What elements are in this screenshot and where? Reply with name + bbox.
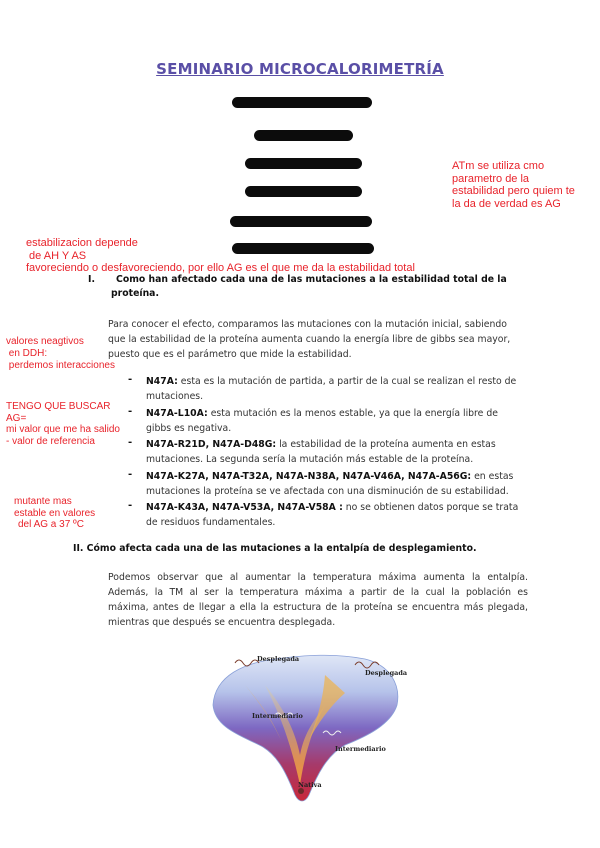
note-atm: ATm se utiliza cmo parametro de la estabilidad pero quiem te la da de verdad es AG xyxy=(452,160,575,210)
list-item: - N47A-K27A, N47A-T32A, N47A-N38A, N47A-V46A, N47A-A56G: en estas mutaciones la proteína se ve afectada con una disminución de su estabilidad. xyxy=(128,469,514,497)
list-dash: - xyxy=(128,500,133,511)
list-dash: - xyxy=(128,437,133,448)
page-title: SEMINARIO MICROCALORIMETRÍA xyxy=(156,60,444,78)
section-2-heading: II. Cómo afecta cada una de las mutaciones a la entalpía de desplegamiento. xyxy=(73,543,477,554)
label-intermediario-left: Intermediario xyxy=(252,712,303,720)
list-dash: - xyxy=(128,374,133,385)
redaction-mark xyxy=(254,130,353,141)
label-intermediario-right: Intermediario xyxy=(335,745,386,753)
note-estabilizacion: estabilizacion depende de AH Y AS favoreciendo o desfavoreciendo, por ello AG es el que me da la estabilidad total xyxy=(26,237,415,274)
list-item: - N47A-L10A: esta mutación es la menos estable, ya que la energía libre de gibbs es negativa. xyxy=(128,406,498,434)
redaction-mark xyxy=(230,216,372,227)
list-item: - N47A-R21D, N47A-D48G: la estabilidad de la proteína aumenta en estas mutaciones. La segunda sería la mutación más estable de la proteína. xyxy=(128,437,496,465)
section-1-intro: Para conocer el efecto, comparamos las mutaciones con la mutación inicial, sabiendo que la estabilidad de la proteína aumenta cuando la energía libre de gibbs sea mayor, puesto que es el parámetro que mide la estabilidad. xyxy=(108,319,511,360)
section-1-numeral: I. xyxy=(88,274,95,285)
list-item: - N47A: esta es la mutación de partida, a partir de la cual se realizan el resto de mutaciones. xyxy=(128,374,517,402)
redaction-mark xyxy=(232,97,372,108)
list-dash: - xyxy=(128,406,133,417)
list-dash: - xyxy=(128,469,133,480)
section-2-paragraph: Podemos observar que al aumentar la temperatura máxima aumenta la entalpía. Además, la TM al ser la temperatura máxima a partir de la cual la población es máxima, antes de llegar a ella la estructura de la proteína se encuentra más plegada, mientras que después se encuentra desplegada. xyxy=(108,572,528,628)
list-item: - N47A-K43A, N47A-V53A, N47A-V58A : no se obtienen datos porque se trata de residuos fundamentales. xyxy=(128,500,519,528)
energy-landscape-figure xyxy=(205,645,408,805)
label-desplegada-right: Desplegada xyxy=(365,669,408,677)
label-nativa: Nativa xyxy=(298,781,322,789)
note-tengo: TENGO QUE BUSCAR AG= mi valor que me ha salido - valor de referencia xyxy=(6,401,120,447)
redaction-mark xyxy=(245,158,362,169)
note-mutante: mutante mas estable en valores del AG a 37 ºC xyxy=(14,496,96,530)
note-valores: valores neagtivos en DDH: perdemos interacciones xyxy=(6,336,115,371)
redaction-mark xyxy=(245,186,362,197)
section-1-question: Como han afectado cada una de las mutaciones a la estabilidad total de la proteína. xyxy=(111,274,507,299)
label-desplegada: Desplegada xyxy=(257,655,300,663)
